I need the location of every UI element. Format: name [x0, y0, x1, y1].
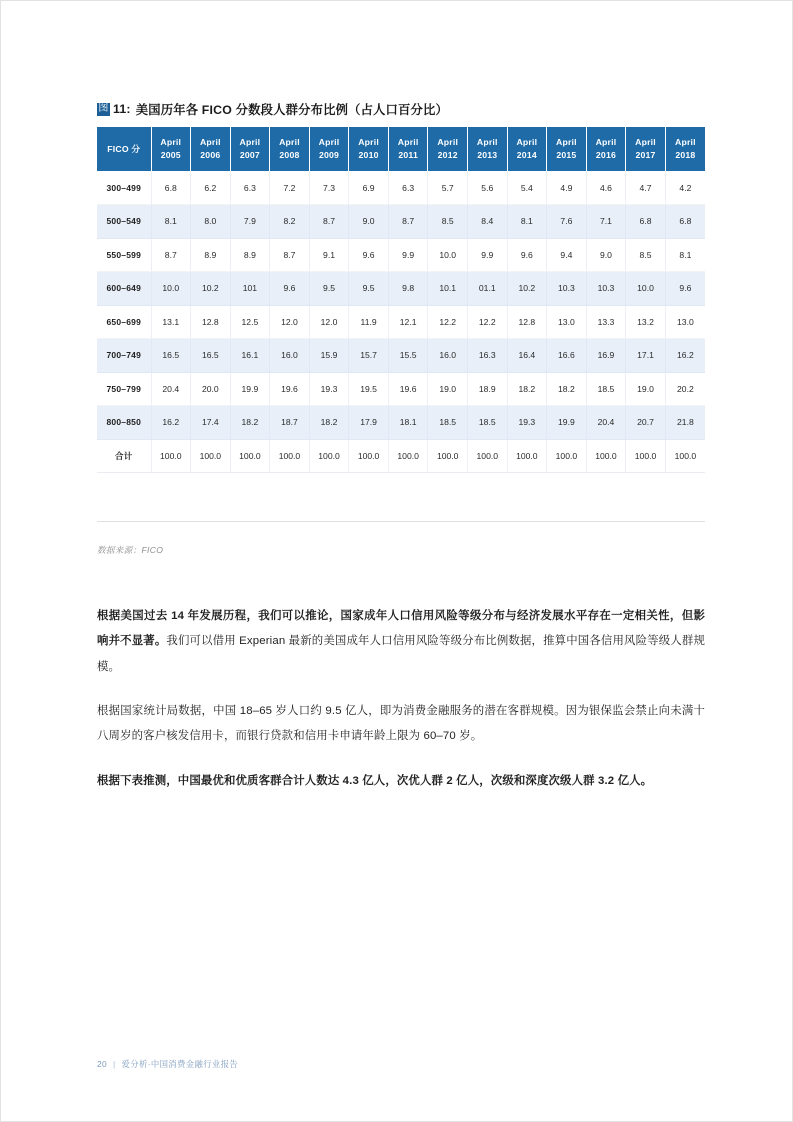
- table-cell: 18.2: [309, 406, 349, 440]
- table-cell: 15.5: [388, 339, 428, 373]
- page-footer: [97, 1058, 238, 1070]
- table-cell: 6.8: [665, 205, 705, 239]
- table-cell: 7.6: [547, 205, 587, 239]
- column-header-april-2006: [191, 127, 231, 171]
- table-cell: 8.9: [191, 238, 231, 272]
- row-label: 800–850: [97, 406, 151, 440]
- table-cell: 18.5: [586, 372, 626, 406]
- table-cell: 16.0: [270, 339, 310, 373]
- column-header-month: April: [476, 137, 498, 148]
- column-header-month: April: [239, 137, 261, 148]
- column-header-year: 2011: [398, 150, 418, 160]
- table-cell: 100.0: [665, 439, 705, 473]
- table-cell: 8.7: [151, 238, 191, 272]
- column-header-fico-score: FICO 分: [97, 127, 151, 171]
- table-cell: 100.0: [507, 439, 547, 473]
- table-cell: 10.0: [626, 272, 666, 306]
- table-cell: 9.9: [388, 238, 428, 272]
- table-cell: 17.4: [191, 406, 231, 440]
- table-cell: 21.8: [665, 406, 705, 440]
- table-cell: 9.9: [468, 238, 508, 272]
- table-cell: 12.2: [468, 305, 508, 339]
- table-row: [97, 272, 705, 306]
- paragraph-conclusion-rest: 我们可以借用 Experian 最新的美国成年人口信用风险等级分布比例数据，推算中国各信用风险等级人群规模。: [97, 635, 705, 673]
- row-label: 500–549: [97, 205, 151, 239]
- table-cell: 9.5: [349, 272, 389, 306]
- table-cell: 10.2: [191, 272, 231, 306]
- column-header-april-2007: [230, 127, 270, 171]
- table-cell: 19.0: [626, 372, 666, 406]
- table-cell: 4.7: [626, 171, 666, 205]
- table-row: [97, 406, 705, 440]
- table-cell: 16.5: [151, 339, 191, 373]
- table-cell: 18.1: [388, 406, 428, 440]
- source-note: 数据来源：FICO: [97, 545, 164, 555]
- table-cell: 8.7: [388, 205, 428, 239]
- table-cell: 19.6: [388, 372, 428, 406]
- column-header-month: April: [635, 137, 656, 148]
- column-header-april-2015: [547, 127, 587, 171]
- table-cell: 6.2: [191, 171, 231, 205]
- table-cell: 10.3: [547, 272, 587, 306]
- table-cell: 10.0: [151, 272, 191, 306]
- column-header-year: 2007: [239, 150, 260, 160]
- column-header-month: April: [160, 137, 182, 148]
- column-header-month: April: [516, 137, 538, 148]
- footer-page-number: 20: [97, 1059, 108, 1069]
- row-label: 300–499: [97, 171, 151, 205]
- table-cell: 13.3: [586, 305, 626, 339]
- table-body: [97, 171, 705, 473]
- table-cell: 12.5: [230, 305, 270, 339]
- table-cell: 12.8: [191, 305, 231, 339]
- table-cell: 6.3: [388, 171, 428, 205]
- column-header-month: April: [437, 137, 459, 148]
- table-cell: 8.7: [309, 205, 349, 239]
- table-cell: 7.3: [309, 171, 349, 205]
- table-row-total: [97, 439, 705, 473]
- table-cell: 20.0: [191, 372, 231, 406]
- table-cell: 17.1: [626, 339, 666, 373]
- table-cell: 8.7: [270, 238, 310, 272]
- table-cell: 18.2: [230, 406, 270, 440]
- table-cell: 10.0: [428, 238, 468, 272]
- table-cell: 100.0: [428, 439, 468, 473]
- row-label: 700–749: [97, 339, 151, 373]
- table-cell: 16.2: [665, 339, 705, 373]
- table-cell: 19.5: [349, 372, 389, 406]
- table-cell: 10.3: [586, 272, 626, 306]
- table-row: [97, 171, 705, 205]
- table-cell: 20.7: [626, 406, 666, 440]
- table-cell: 19.9: [230, 372, 270, 406]
- column-header-month: April: [279, 137, 300, 148]
- table-cell: 16.9: [586, 339, 626, 373]
- row-label: 550–599: [97, 238, 151, 272]
- table-cell: 101: [230, 272, 270, 306]
- table-row: [97, 372, 705, 406]
- table-cell: 5.7: [428, 171, 468, 205]
- row-label: 600–649: [97, 272, 151, 306]
- column-header-year: 2016: [595, 150, 617, 160]
- column-header-april-2005: [151, 127, 191, 171]
- row-label: 650–699: [97, 305, 151, 339]
- table-cell: 6.3: [230, 171, 270, 205]
- figure-badge-icon: 图: [98, 103, 109, 114]
- table-cell: 12.2: [428, 305, 468, 339]
- table-cell: 9.6: [349, 238, 389, 272]
- row-label: 合计: [97, 439, 151, 473]
- table-cell: 20.2: [665, 372, 705, 406]
- table-cell: 6.8: [626, 205, 666, 239]
- table-cell: 19.9: [547, 406, 587, 440]
- table-cell: 9.6: [665, 272, 705, 306]
- table-cell: 8.4: [468, 205, 508, 239]
- table-cell: 9.6: [507, 238, 547, 272]
- table-cell: 9.8: [388, 272, 428, 306]
- table-cell: 100.0: [626, 439, 666, 473]
- table-cell: 18.9: [468, 372, 508, 406]
- table-cell: 100.0: [349, 439, 389, 473]
- figure-title: [97, 100, 705, 118]
- column-header-month: April: [318, 137, 340, 148]
- table-cell: 100.0: [270, 439, 310, 473]
- table-cell: 15.7: [349, 339, 389, 373]
- table-header: [97, 127, 705, 171]
- column-header-april-2011: [388, 127, 428, 171]
- column-header-month: April: [199, 137, 221, 148]
- table-cell: 18.2: [547, 372, 587, 406]
- table-header-row: [97, 127, 705, 171]
- table-cell: 16.3: [468, 339, 508, 373]
- column-header-april-2008: [270, 127, 310, 171]
- paragraph-conclusion-emphasis: 根据美国过去 14 年发展历程，我们可以推论，国家成年人口信用风险等级分布与经济发展水平存在一定相关性，但影响并不显著。: [97, 610, 705, 648]
- table-cell: 10.2: [507, 272, 547, 306]
- figure-number: 11:: [113, 102, 131, 116]
- table-cell: 16.4: [507, 339, 547, 373]
- column-header-month: April: [675, 137, 696, 148]
- table-cell: 8.5: [626, 238, 666, 272]
- table-cell: 4.9: [547, 171, 587, 205]
- page-content: [97, 1, 705, 805]
- fico-distribution-table: [97, 127, 705, 473]
- table-cell: 6.9: [349, 171, 389, 205]
- table-cell: 100.0: [230, 439, 270, 473]
- table-cell: 7.1: [586, 205, 626, 239]
- footer-report-title: 爱分析·中国消费金融行业报告: [121, 1059, 239, 1069]
- column-header-month: April: [358, 137, 379, 148]
- table-cell: 20.4: [586, 406, 626, 440]
- table-cell: 16.2: [151, 406, 191, 440]
- table-cell: 16.1: [230, 339, 270, 373]
- column-header-year: 2009: [318, 150, 340, 160]
- column-header-year: 2008: [279, 150, 300, 160]
- table-cell: 15.9: [309, 339, 349, 373]
- table-cell: 12.1: [388, 305, 428, 339]
- table-cell: 10.1: [428, 272, 468, 306]
- table-cell: 8.1: [151, 205, 191, 239]
- column-header-year: 2013: [477, 150, 498, 160]
- table-cell: 16.6: [547, 339, 587, 373]
- paragraph-conclusion: [97, 604, 705, 680]
- table-cell: 8.5: [428, 205, 468, 239]
- column-header-year: 2012: [437, 150, 458, 160]
- table-cell: 100.0: [547, 439, 587, 473]
- table-cell: 5.6: [468, 171, 508, 205]
- table-cell: 19.6: [270, 372, 310, 406]
- table-cell: 13.0: [547, 305, 587, 339]
- table-cell: 8.1: [665, 238, 705, 272]
- column-header-month: April: [397, 137, 419, 148]
- column-header-year: 2010: [358, 150, 379, 160]
- footer-separator: |: [113, 1059, 116, 1069]
- table-cell: 8.9: [230, 238, 270, 272]
- paragraph-estimate: 根据下表推测，中国最优和优质客群合计人数达 4.3 亿人，次优人群 2 亿人，次级和深度次级人群 3.2 亿人。: [97, 774, 653, 787]
- table-cell: 100.0: [191, 439, 231, 473]
- table-cell: 100.0: [586, 439, 626, 473]
- table-cell: 18.7: [270, 406, 310, 440]
- table-cell: 01.1: [468, 272, 508, 306]
- column-header-month: April: [556, 137, 577, 148]
- table-cell: 9.4: [547, 238, 587, 272]
- table-cell: 9.6: [270, 272, 310, 306]
- column-header-year: 2014: [516, 150, 537, 160]
- table-cell: 13.0: [665, 305, 705, 339]
- column-header-april-2016: [586, 127, 626, 171]
- paragraph-population: 根据国家统计局数据，中国 18–65 岁人口约 9.5 亿人，即为消费金融服务的潜在客群规模。因为银保监会禁止向未满十八周岁的客户核发信用卡，而银行贷款和信用卡申请年龄上限为 60–70 岁。: [97, 704, 705, 743]
- column-header-april-2017: [626, 127, 666, 171]
- column-header-year: 2005: [160, 150, 181, 160]
- table-row: [97, 339, 705, 373]
- table-cell: 9.5: [309, 272, 349, 306]
- table-cell: 100.0: [309, 439, 349, 473]
- table-cell: 8.0: [191, 205, 231, 239]
- row-label: 750–799: [97, 372, 151, 406]
- column-header-month: April: [595, 137, 617, 148]
- column-header-april-2013: [468, 127, 508, 171]
- table-row: [97, 205, 705, 239]
- column-header-year: 2006: [200, 150, 221, 160]
- table-cell: 11.9: [349, 305, 389, 339]
- table-cell: 12.8: [507, 305, 547, 339]
- table-cell: 100.0: [388, 439, 428, 473]
- table-cell: 18.5: [428, 406, 468, 440]
- table-cell: 6.8: [151, 171, 191, 205]
- table-row: [97, 238, 705, 272]
- table-cell: 13.2: [626, 305, 666, 339]
- table-cell: 9.1: [309, 238, 349, 272]
- table-cell: 7.2: [270, 171, 310, 205]
- table-cell: 16.0: [428, 339, 468, 373]
- table-cell: 18.5: [468, 406, 508, 440]
- column-header-year: 2018: [675, 150, 696, 160]
- table-cell: 4.2: [665, 171, 705, 205]
- table-cell: 8.2: [270, 205, 310, 239]
- table-cell: 9.0: [349, 205, 389, 239]
- table-cell: 4.6: [586, 171, 626, 205]
- table-cell: 7.9: [230, 205, 270, 239]
- column-header-april-2012: [428, 127, 468, 171]
- table-cell: 18.2: [507, 372, 547, 406]
- column-header-april-2018: [665, 127, 705, 171]
- table-cell: 20.4: [151, 372, 191, 406]
- table-row: [97, 305, 705, 339]
- column-header-year: 2017: [635, 150, 656, 160]
- table-cell: 13.1: [151, 305, 191, 339]
- table-cell: 100.0: [151, 439, 191, 473]
- table-cell: 8.1: [507, 205, 547, 239]
- figure-title-text: 美国历年各 FICO 分数段人群分布比例（占人口百分比）: [135, 103, 449, 117]
- section-divider: [97, 521, 705, 522]
- column-header-april-2014: [507, 127, 547, 171]
- table-cell: 12.0: [309, 305, 349, 339]
- table-cell: 19.3: [507, 406, 547, 440]
- table-cell: 100.0: [468, 439, 508, 473]
- table-cell: 12.0: [270, 305, 310, 339]
- column-header-april-2010: [349, 127, 389, 171]
- table-cell: 17.9: [349, 406, 389, 440]
- table-cell: 9.0: [586, 238, 626, 272]
- table-cell: 19.0: [428, 372, 468, 406]
- table-cell: 19.3: [309, 372, 349, 406]
- column-header-april-2009: [309, 127, 349, 171]
- column-header-year: 2015: [556, 150, 577, 160]
- table-cell: 16.5: [191, 339, 231, 373]
- table-cell: 5.4: [507, 171, 547, 205]
